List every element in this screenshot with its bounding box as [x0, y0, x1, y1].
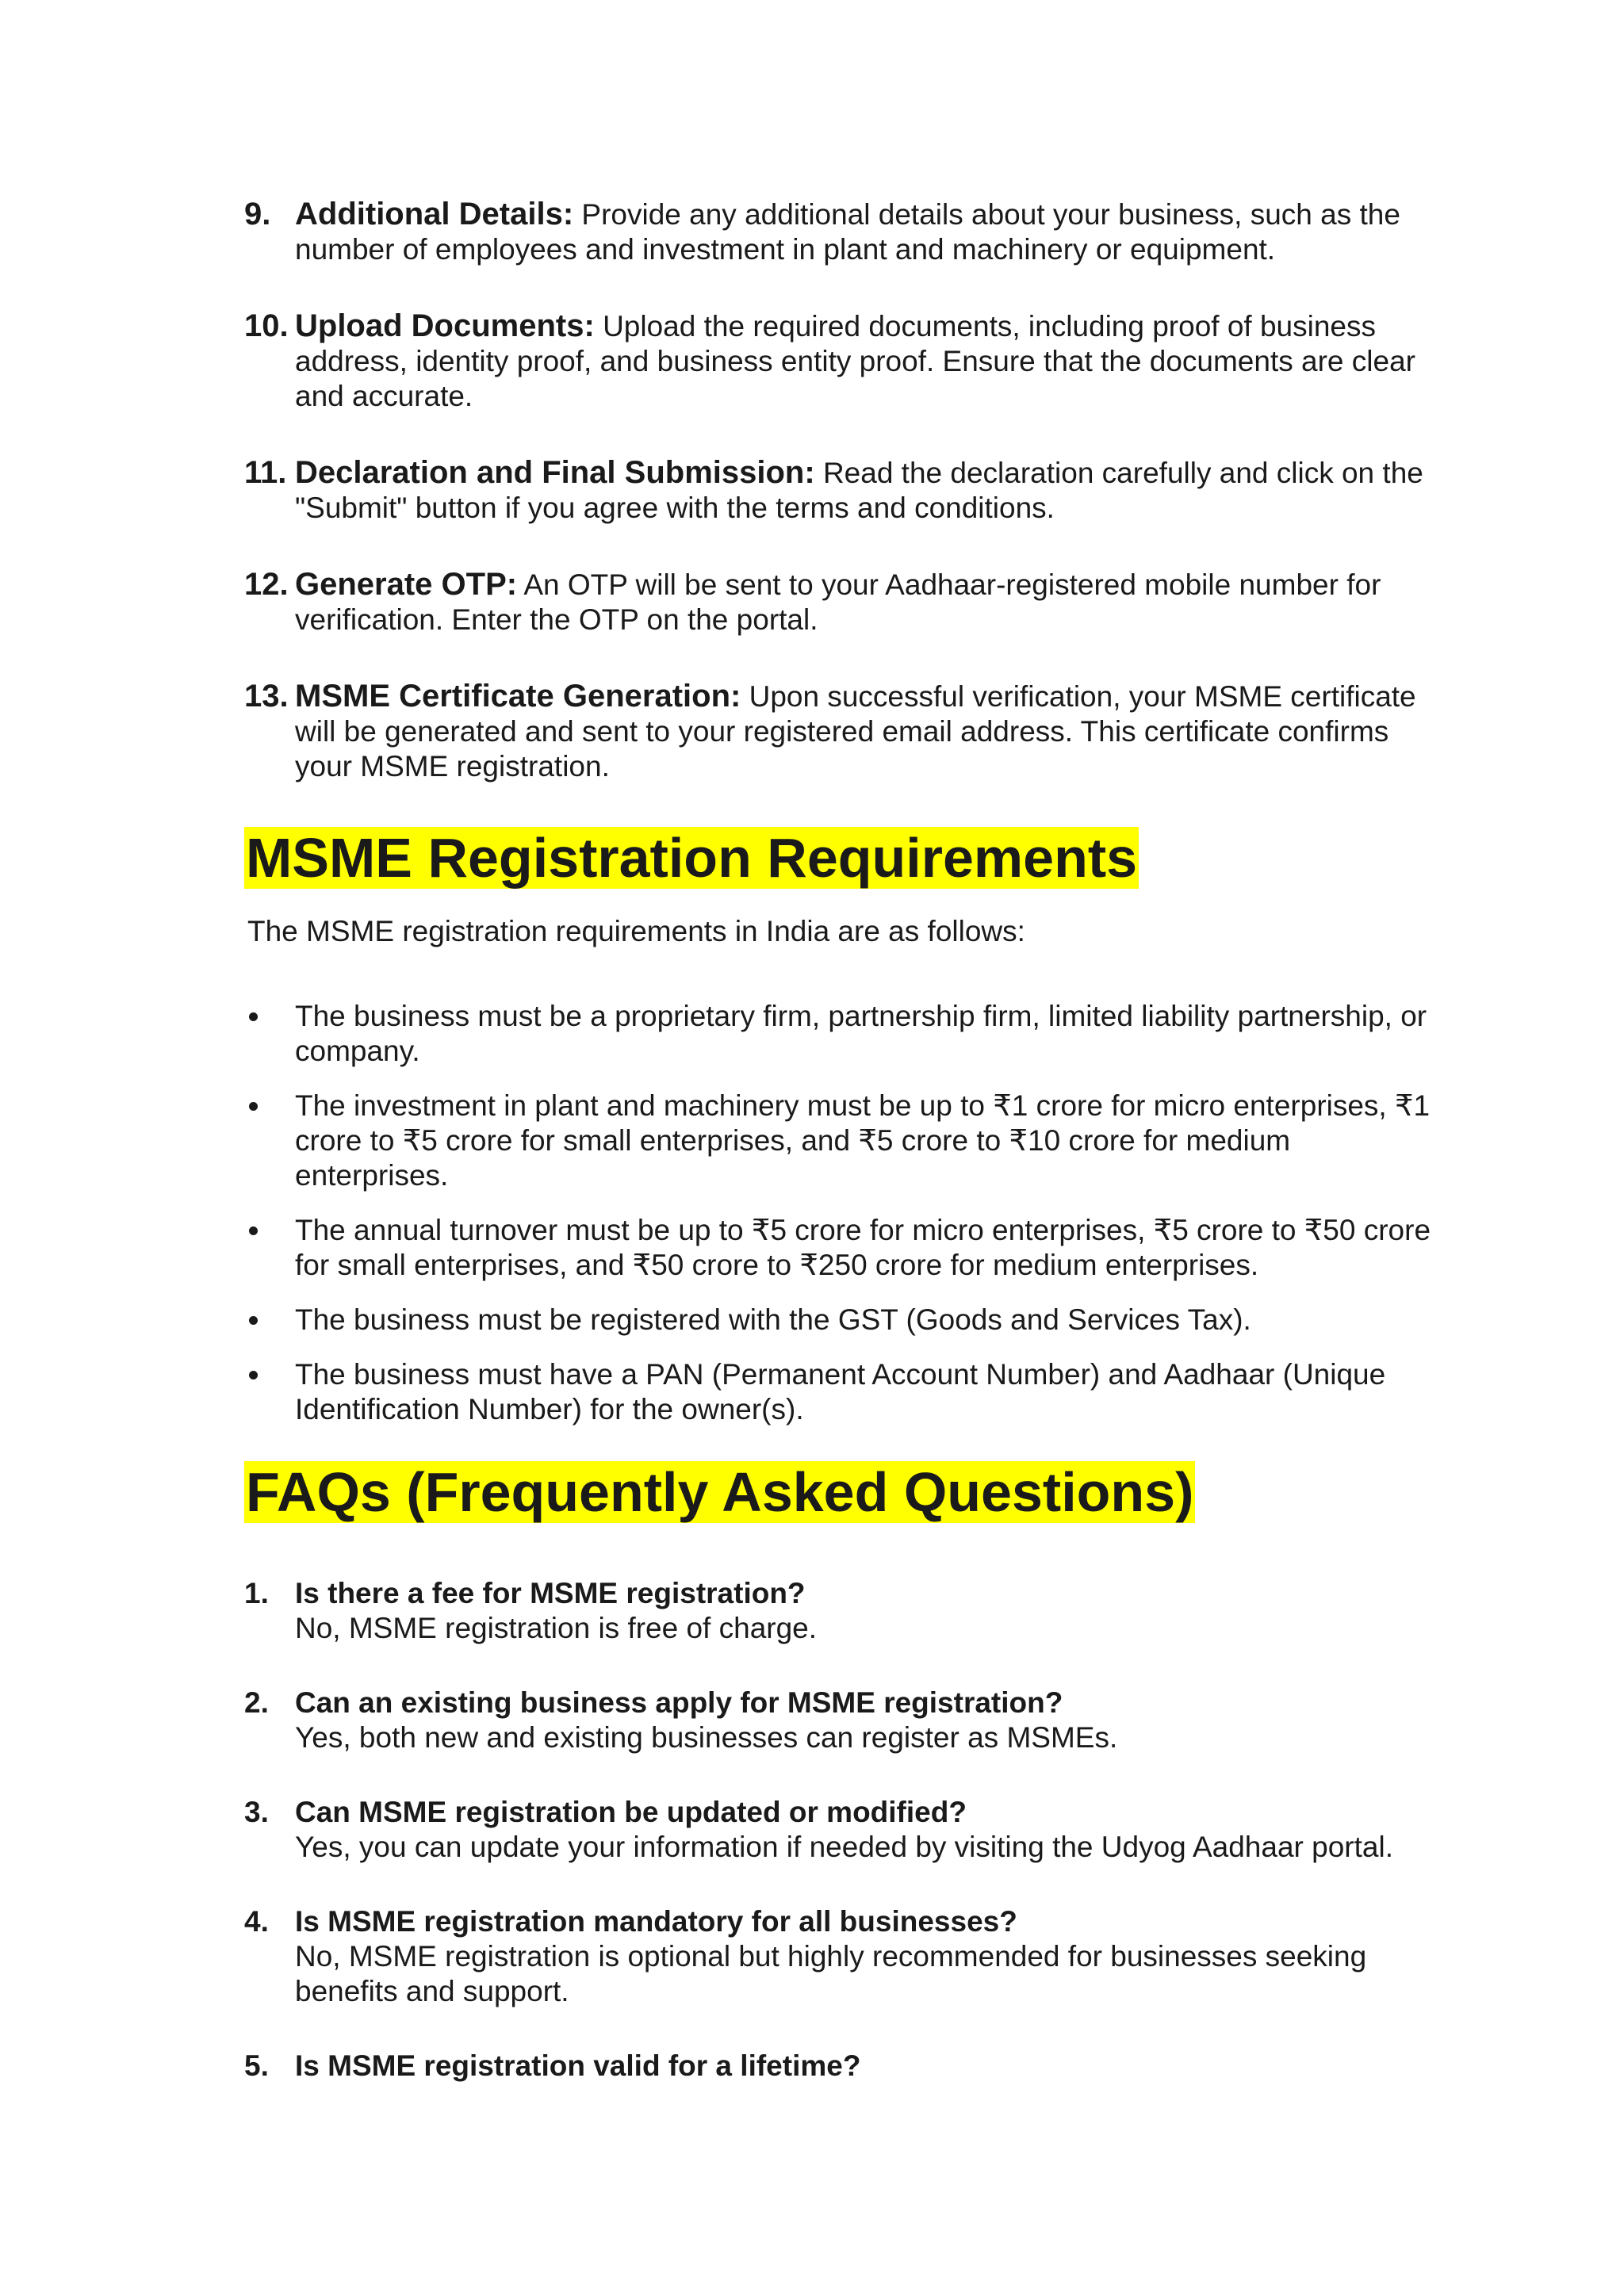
- requirement-text: The annual turnover must be up to ₹5 crore for micro enterprises, ₹5 crore to ₹50 crore for small enterprises, and ₹50 crore to ₹250 crore for medium enterprises.: [295, 1214, 1431, 1281]
- faq-number: 5.: [244, 2049, 269, 2082]
- bullet-icon: [249, 1226, 258, 1235]
- faqs-heading-text: FAQs (Frequently Asked Questions): [246, 1461, 1194, 1523]
- step-number: 10.: [244, 308, 289, 343]
- requirement-text: The business must be a proprietary firm, partnership firm, limited liability partnership, or company.: [295, 1000, 1427, 1067]
- faq-question: Can an existing business apply for MSME registration?: [295, 1686, 1063, 1719]
- step-title: MSME Certificate Generation:: [295, 679, 741, 714]
- requirement-text: The business must have a PAN (Permanent Account Number) and Aadhaar (Unique Identification Number) for the owner(s).: [295, 1358, 1386, 1425]
- step-text: Upload the required documents, including proof of business address, identity proof, and business entity proof. Ensure that the documents are clear and accurate.: [295, 310, 1415, 412]
- faq-question: Is MSME registration valid for a lifetime?: [295, 2049, 861, 2082]
- list-item: [244, 1303, 1442, 1337]
- step-item: [244, 679, 1442, 784]
- faq-question: Is there a fee for MSME registration?: [295, 1577, 806, 1609]
- step-title: Additional Details:: [295, 197, 574, 232]
- list-item: [244, 1357, 1442, 1427]
- faq-answer: Yes, both new and existing businesses can register as MSMEs.: [295, 1721, 1118, 1754]
- step-item: [244, 197, 1442, 267]
- faq-answer: No, MSME registration is optional but highly recommended for businesses seeking benefits and support.: [295, 1940, 1367, 2007]
- requirement-text: The business must be registered with the GST (Goods and Services Tax).: [295, 1303, 1251, 1336]
- list-item: [244, 1213, 1442, 1283]
- step-text: An OTP will be sent to your Aadhaar-registered mobile number for verification. Enter the OTP on the portal.: [295, 568, 1381, 636]
- step-title: Declaration and Final Submission:: [295, 455, 815, 490]
- step-text: Provide any additional details about your business, such as the number of employees and investment in plant and machinery or equipment.: [295, 198, 1400, 266]
- faq-number: 1.: [244, 1577, 269, 1609]
- requirements-list: [244, 999, 1442, 1447]
- faq-question: Is MSME registration mandatory for all businesses?: [295, 1905, 1017, 1938]
- bullet-icon: [249, 1316, 258, 1325]
- faq-item: [244, 1576, 1442, 1646]
- bullet-icon: [249, 1012, 258, 1021]
- faq-question: Can MSME registration be updated or modified?: [295, 1796, 967, 1828]
- bullet-icon: [249, 1371, 258, 1380]
- step-text: Read the declaration carefully and click on the "Submit" button if you agree with the terms and conditions.: [295, 457, 1423, 524]
- step-number: 11.: [244, 455, 287, 490]
- faq-answer: Yes, you can update your information if needed by visiting the Udyog Aadhaar portal.: [295, 1831, 1393, 1863]
- step-number: 12.: [244, 567, 289, 602]
- step-item: [244, 567, 1442, 637]
- faq-item: [244, 2049, 1442, 2084]
- requirements-heading: [244, 826, 1139, 890]
- faq-item: [244, 1904, 1442, 2009]
- step-number: 13.: [244, 679, 289, 714]
- bullet-icon: [249, 1102, 258, 1111]
- list-item: [244, 999, 1442, 1069]
- registration-steps-list: [244, 197, 1442, 825]
- step-text: Upon successful verification, your MSME certificate will be generated and sent to your registered email address. This certificate confirms your MSME registration.: [295, 680, 1416, 783]
- step-item: [244, 308, 1442, 414]
- faq-item: [244, 1795, 1442, 1865]
- faq-item: [244, 1686, 1442, 1755]
- faq-number: 2.: [244, 1686, 269, 1719]
- faq-answer: No, MSME registration is free of charge.: [295, 1612, 818, 1644]
- faq-number: 3.: [244, 1796, 269, 1828]
- requirements-intro: The MSME registration requirements in India are as follows:: [247, 915, 1025, 947]
- faq-number: 4.: [244, 1905, 269, 1938]
- step-item: [244, 455, 1442, 526]
- requirement-text: The investment in plant and machinery must be up to ₹1 crore for micro enterprises, ₹1 crore to ₹5 crore for small enterprises, and ₹5 crore to ₹10 crore for medium enterprises.: [295, 1089, 1431, 1192]
- faqs-heading: [244, 1460, 1195, 1524]
- step-title: Upload Documents:: [295, 308, 595, 343]
- faqs-list: [244, 1576, 1442, 2123]
- list-item: [244, 1089, 1442, 1193]
- step-title: Generate OTP:: [295, 567, 518, 602]
- requirements-heading-text: MSME Registration Requirements: [246, 827, 1138, 889]
- step-number: 9.: [244, 197, 271, 232]
